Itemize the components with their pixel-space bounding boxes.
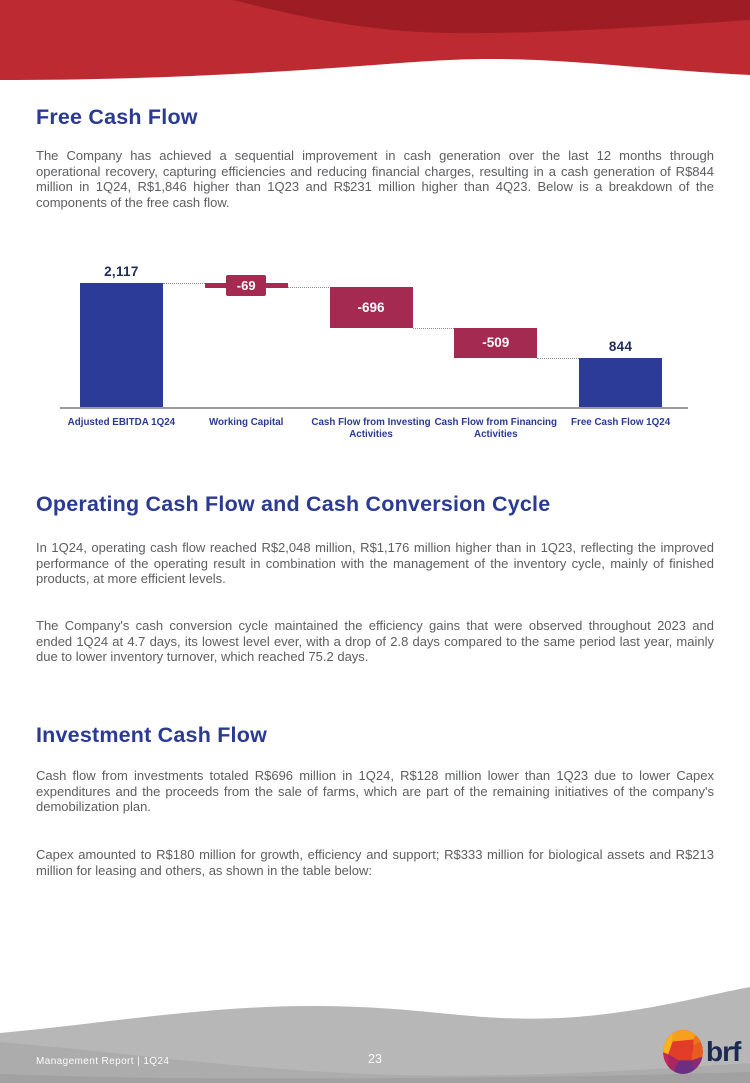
waterfall-bar-4	[579, 358, 662, 408]
waterfall-connector-2	[413, 328, 455, 329]
header-wave-decoration	[0, 0, 750, 100]
brf-sphere-icon	[662, 1029, 704, 1075]
waterfall-value-label-0: 2,117	[104, 264, 139, 279]
free-cash-flow-paragraph: The Company has achieved a sequential improvement in cash generation over the last 12 months through operational recovery, capturing efficiencies and reducing financial charges, resulting in a cash generation of R$844 million in 1Q24, R$1,846 higher than 1Q23 and R$231 million higher than 4Q23. Below is a breakdown of the components of the free cash flow.	[36, 148, 714, 210]
investment-cash-flow-paragraph-2: Capex amounted to R$180 million for growth, efficiency and support; R$333 million for biological assets and R$213 million for leasing and others, as shown in the table below:	[36, 847, 714, 878]
footer-report-label: Management Report | 1Q24	[36, 1056, 170, 1067]
waterfall-value-label-2: -696	[357, 300, 385, 316]
waterfall-category-label-2: Cash Flow from Investing Activities	[311, 417, 431, 440]
waterfall-connector-0	[163, 283, 205, 284]
waterfall-connector-1	[288, 287, 330, 288]
waterfall-category-label-1: Working Capital	[208, 417, 284, 428]
section-title-investment-cash-flow: Investment Cash Flow	[36, 723, 267, 747]
free-cash-flow-waterfall-chart	[0, 255, 750, 445]
footer-page-number: 23	[368, 1052, 382, 1066]
waterfall-value-label-4: 844	[608, 339, 633, 355]
waterfall-value-label-1: -69	[226, 275, 266, 296]
waterfall-bar-0	[80, 283, 163, 408]
brf-logo-text: brf	[706, 1036, 741, 1067]
operating-cash-flow-paragraph-2: The Company's cash conversion cycle maintained the efficiency gains that were observed throughout 2023 and ended 1Q24 at 4.7 days, its lowest level ever, with a drop of 2.8 days compared to the same period last year, mainly due to lower inventory turnover, which reached 75.2 days.	[36, 618, 714, 665]
investment-cash-flow-paragraph-1: Cash flow from investments totaled R$696 million in 1Q24, R$128 million lower than 1Q23 due to lower Capex expenditures and the proceeds from the sale of farms, which are part of the remaining initiatives of the company's demobilization plan.	[36, 768, 714, 815]
operating-cash-flow-paragraph-1: In 1Q24, operating cash flow reached R$2,048 million, R$1,176 million higher than in 1Q23, reflecting the improved performance of the operating result in combination with the management of the inventory cycle, mainly of finished products, at more efficient levels.	[36, 540, 714, 587]
waterfall-category-label-0: Adjusted EBITDA 1Q24	[67, 417, 176, 428]
waterfall-value-label-3: -509	[482, 335, 510, 351]
brf-logo	[662, 1029, 740, 1075]
waterfall-category-label-4: Free Cash Flow 1Q24	[571, 417, 671, 428]
section-title-free-cash-flow: Free Cash Flow	[36, 105, 198, 129]
section-title-operating-cash-flow: Operating Cash Flow and Cash Conversion Cycle	[36, 492, 551, 516]
waterfall-category-label-3: Cash Flow from Financing Activities	[434, 417, 558, 440]
footer-wave-decoration	[0, 978, 750, 1083]
waterfall-connector-3	[537, 358, 579, 359]
waterfall-axis-line	[60, 407, 688, 409]
